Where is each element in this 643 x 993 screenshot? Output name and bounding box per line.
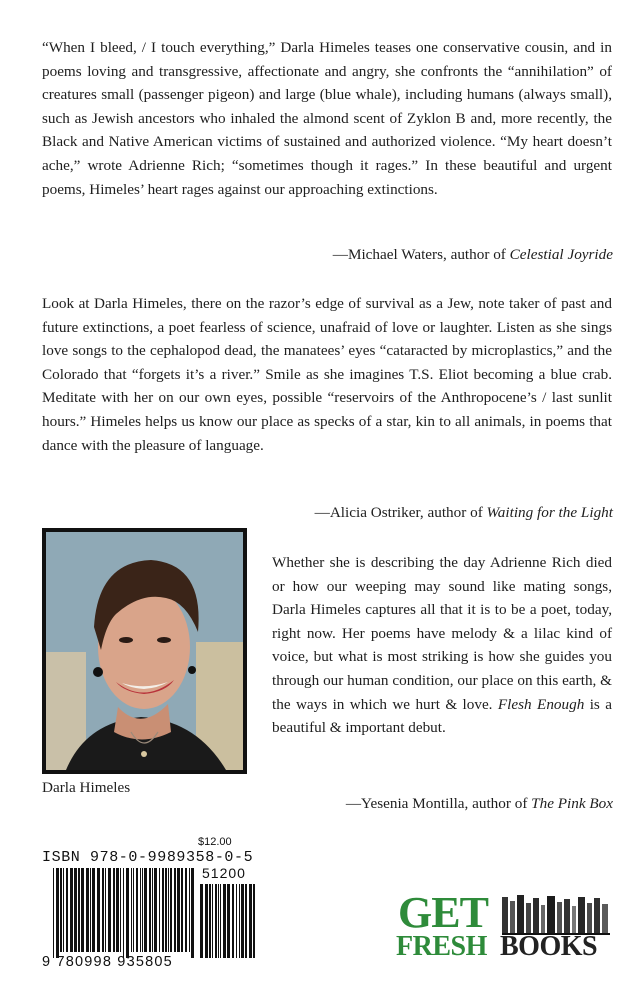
- isbn-barcode: [53, 868, 195, 958]
- blurb-yesenia-montilla: [272, 551, 612, 740]
- blurb-text: “When I bleed, / I touch everything,” Darla Himeles teases one conservative cousin, and in poems loving and transgressive, affectionate and angry, she confronts the “annihilation” of creatures small (passenger pigeon) and large (blue whale), including humans (always small), such as Jewish ancestors who inhaled the almond scent of Zyklon B and, more recently, the Black and Native American victims of sustained and authorized violence. “My heart doesn’t ache,” wrote Adrienne Rich; “sometimes though it rages.” In these beautiful and urgent poems, Himeles’ heart rages against our approaching extinctions.: [42, 39, 612, 198]
- attribution-book-title: Waiting for the Light: [486, 504, 613, 521]
- attribution-book-title: Celestial Joyride: [509, 246, 613, 263]
- addon-digits: 51200: [202, 865, 246, 881]
- barcode-digits: 9 780998 935805: [42, 954, 173, 970]
- attribution-yesenia-montilla: [346, 795, 613, 813]
- price-addon-barcode: [200, 884, 256, 958]
- blurb-michael-waters: [42, 36, 612, 201]
- publisher-logo: [396, 888, 614, 965]
- author-photo-caption: Darla Himeles: [42, 779, 131, 796]
- blurb-alicia-ostriker: [42, 292, 612, 457]
- logo-fresh-text: FRESH: [396, 931, 487, 962]
- author-photo: [42, 528, 247, 774]
- logo-books-text: BOOKS: [500, 931, 598, 962]
- logo-get-text: GET: [398, 888, 488, 937]
- blurb-text-end: is a beautiful & important debut.: [272, 695, 612, 737]
- attribution-author: —Alicia Ostriker, author of: [314, 504, 487, 521]
- price-label: $12.00: [198, 836, 232, 848]
- attribution-book-title: The Pink Box: [531, 795, 613, 812]
- blurb-text: Whether she is describing the day Adrienne Rich died or how our weeping may sound like mating songs, Darla Himeles captures all that it is to be a poet, today, right now. Her poems have melody & a lilac kind of voice, but what is most striking is how she guides you through our human condition, our place on this earth, & the ways in which we hurt & love.: [272, 554, 612, 713]
- attribution-author: —Yesenia Montilla, author of: [345, 795, 532, 812]
- bookshelf-icon: [502, 895, 610, 935]
- attribution-michael-waters: [333, 246, 613, 264]
- blurb-book-title: Flesh Enough: [497, 695, 585, 713]
- attribution-alicia-ostriker: [315, 504, 613, 522]
- isbn-label: ISBN 978-0-9989358-0-5: [42, 849, 254, 866]
- blurb-text: Look at Darla Himeles, there on the razor’s edge of survival as a Jew, note taker of past and future extinctions, a poet fearless of science, unafraid of love or laughter. Listen as she sings love songs to the cephalopod dead, the manatees’ eyes “cataracted by microplastics,” and the Colorado that “forgets it’s a river.” Smile as she imagines T.S. Eliot becoming a blue crab. Meditate with her on our own eyes, possible “reservoirs of the Anthropocene’s / last sunlit hours.” Himeles helps us know our place as specks of a star, kin to all animals, in poems that dance with the pleasure of language.: [42, 295, 612, 454]
- author-portrait-illustration: [46, 532, 243, 770]
- attribution-author: —Michael Waters, author of: [332, 246, 510, 263]
